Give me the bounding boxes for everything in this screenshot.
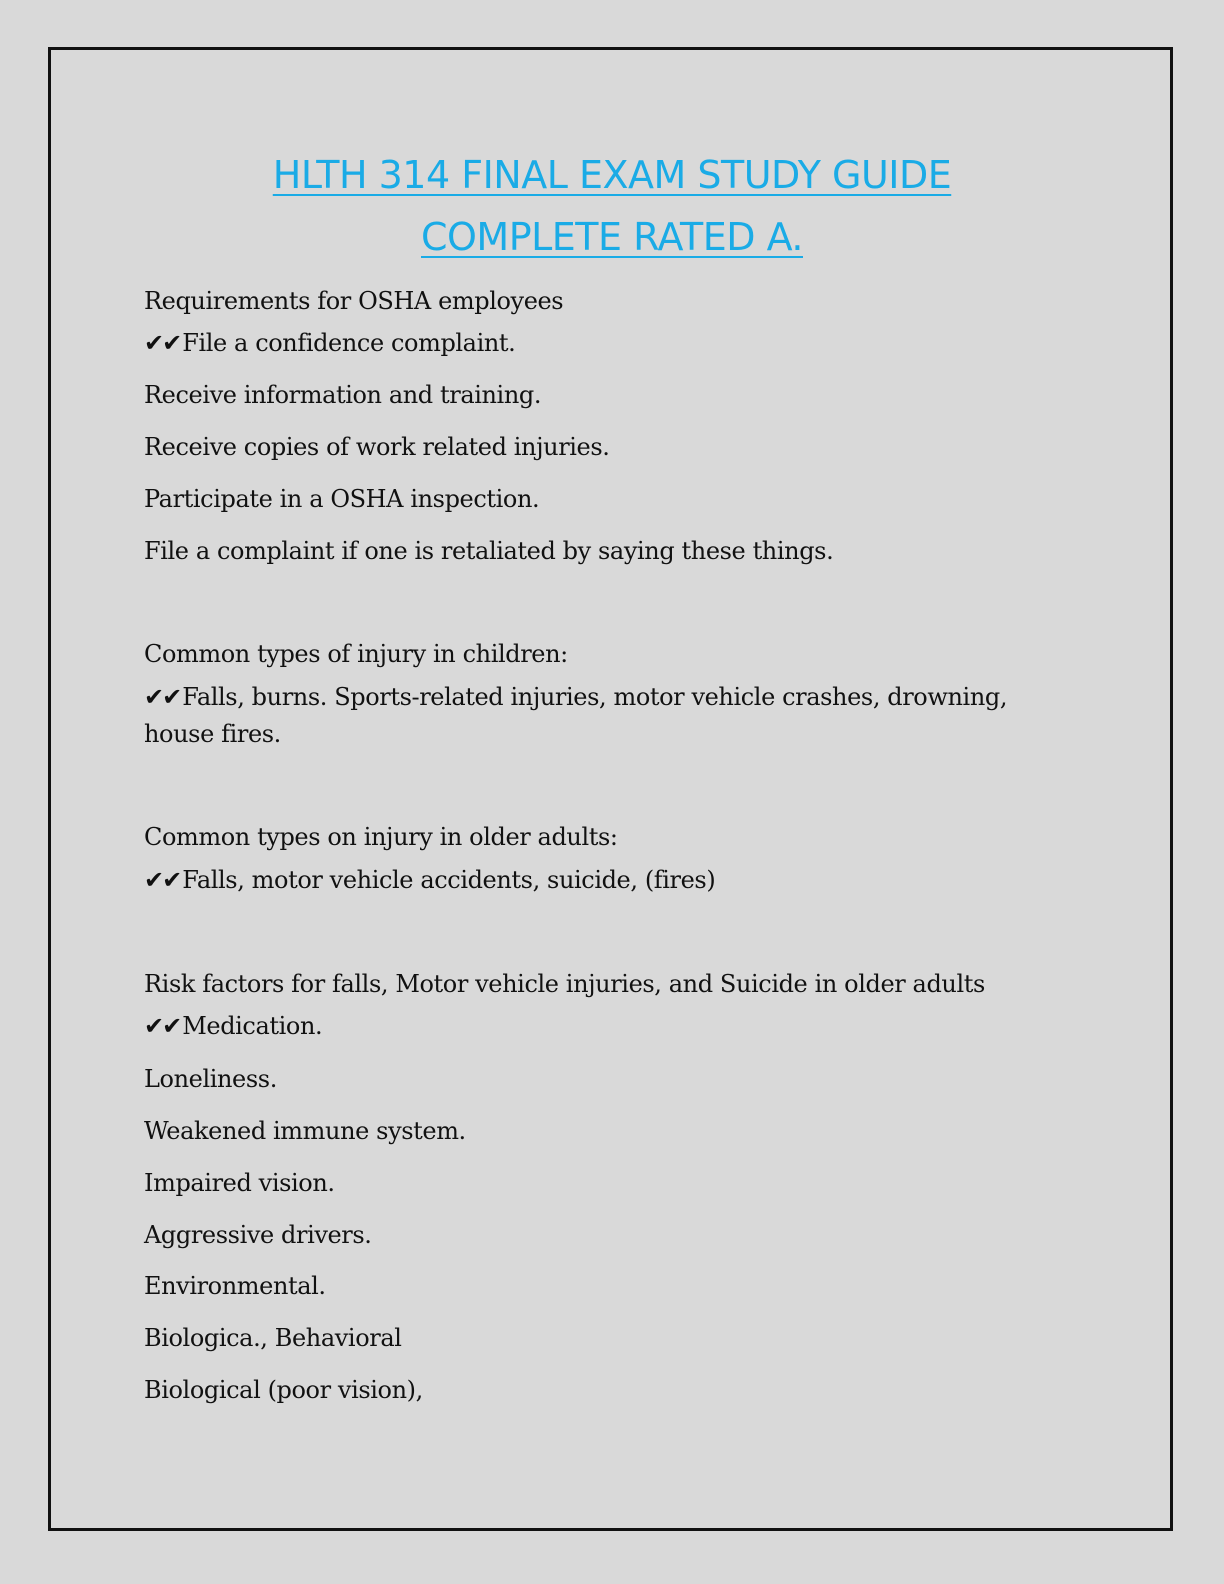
older-adults-heading: Common types on injury in older adults: — [144, 823, 618, 851]
osha-answer — [144, 328, 515, 358]
older-adults-answer — [144, 865, 715, 895]
risk-factor-item: Environmental. — [144, 1272, 326, 1300]
osha-answer-text: File a confidence complaint. — [182, 329, 516, 357]
risk-factor-item: Loneliness. — [144, 1065, 277, 1093]
older-adults-answer-text: Falls, motor vehicle accidents, suicide, (fires) — [182, 866, 716, 894]
risk-factor-item: Biological (poor vision), — [144, 1376, 423, 1404]
risk-factor-item: Impaired vision. — [144, 1169, 335, 1197]
children-answer — [144, 682, 1007, 712]
risk-factor-item: Biologica., Behavioral — [144, 1324, 402, 1352]
risk-factor-item: Aggressive drivers. — [144, 1221, 372, 1249]
document-title-line-2: COMPLETE RATED A. — [420, 215, 803, 259]
children-answer-text: Falls, burns. Sports-related injuries, motor vehicle crashes, drowning, — [182, 683, 1008, 711]
double-check-icon: ✔✔ — [144, 683, 181, 711]
double-check-icon: ✔✔ — [144, 866, 181, 894]
osha-item: File a complaint if one is retaliated by saying these things. — [144, 537, 834, 565]
osha-item: Receive information and training. — [144, 381, 542, 409]
osha-heading: Requirements for OSHA employees — [144, 287, 564, 315]
risk-factors-answer — [144, 1011, 322, 1041]
double-check-icon: ✔✔ — [144, 1012, 181, 1040]
risk-factors-answer-text: Medication. — [182, 1012, 323, 1040]
document-title-line-1: HLTH 314 FINAL EXAM STUDY GUIDE — [272, 153, 952, 197]
page-border — [48, 47, 1173, 1531]
osha-item: Receive copies of work related injuries. — [144, 433, 610, 461]
children-answer-continued: house fires. — [144, 720, 281, 748]
risk-factors-heading: Risk factors for falls, Motor vehicle injuries, and Suicide in older adults — [144, 970, 985, 998]
osha-item: Participate in a OSHA inspection. — [144, 485, 540, 513]
double-check-icon: ✔✔ — [144, 329, 181, 357]
risk-factor-item: Weakened immune system. — [144, 1117, 466, 1145]
children-heading: Common types of injury in children: — [144, 640, 568, 668]
